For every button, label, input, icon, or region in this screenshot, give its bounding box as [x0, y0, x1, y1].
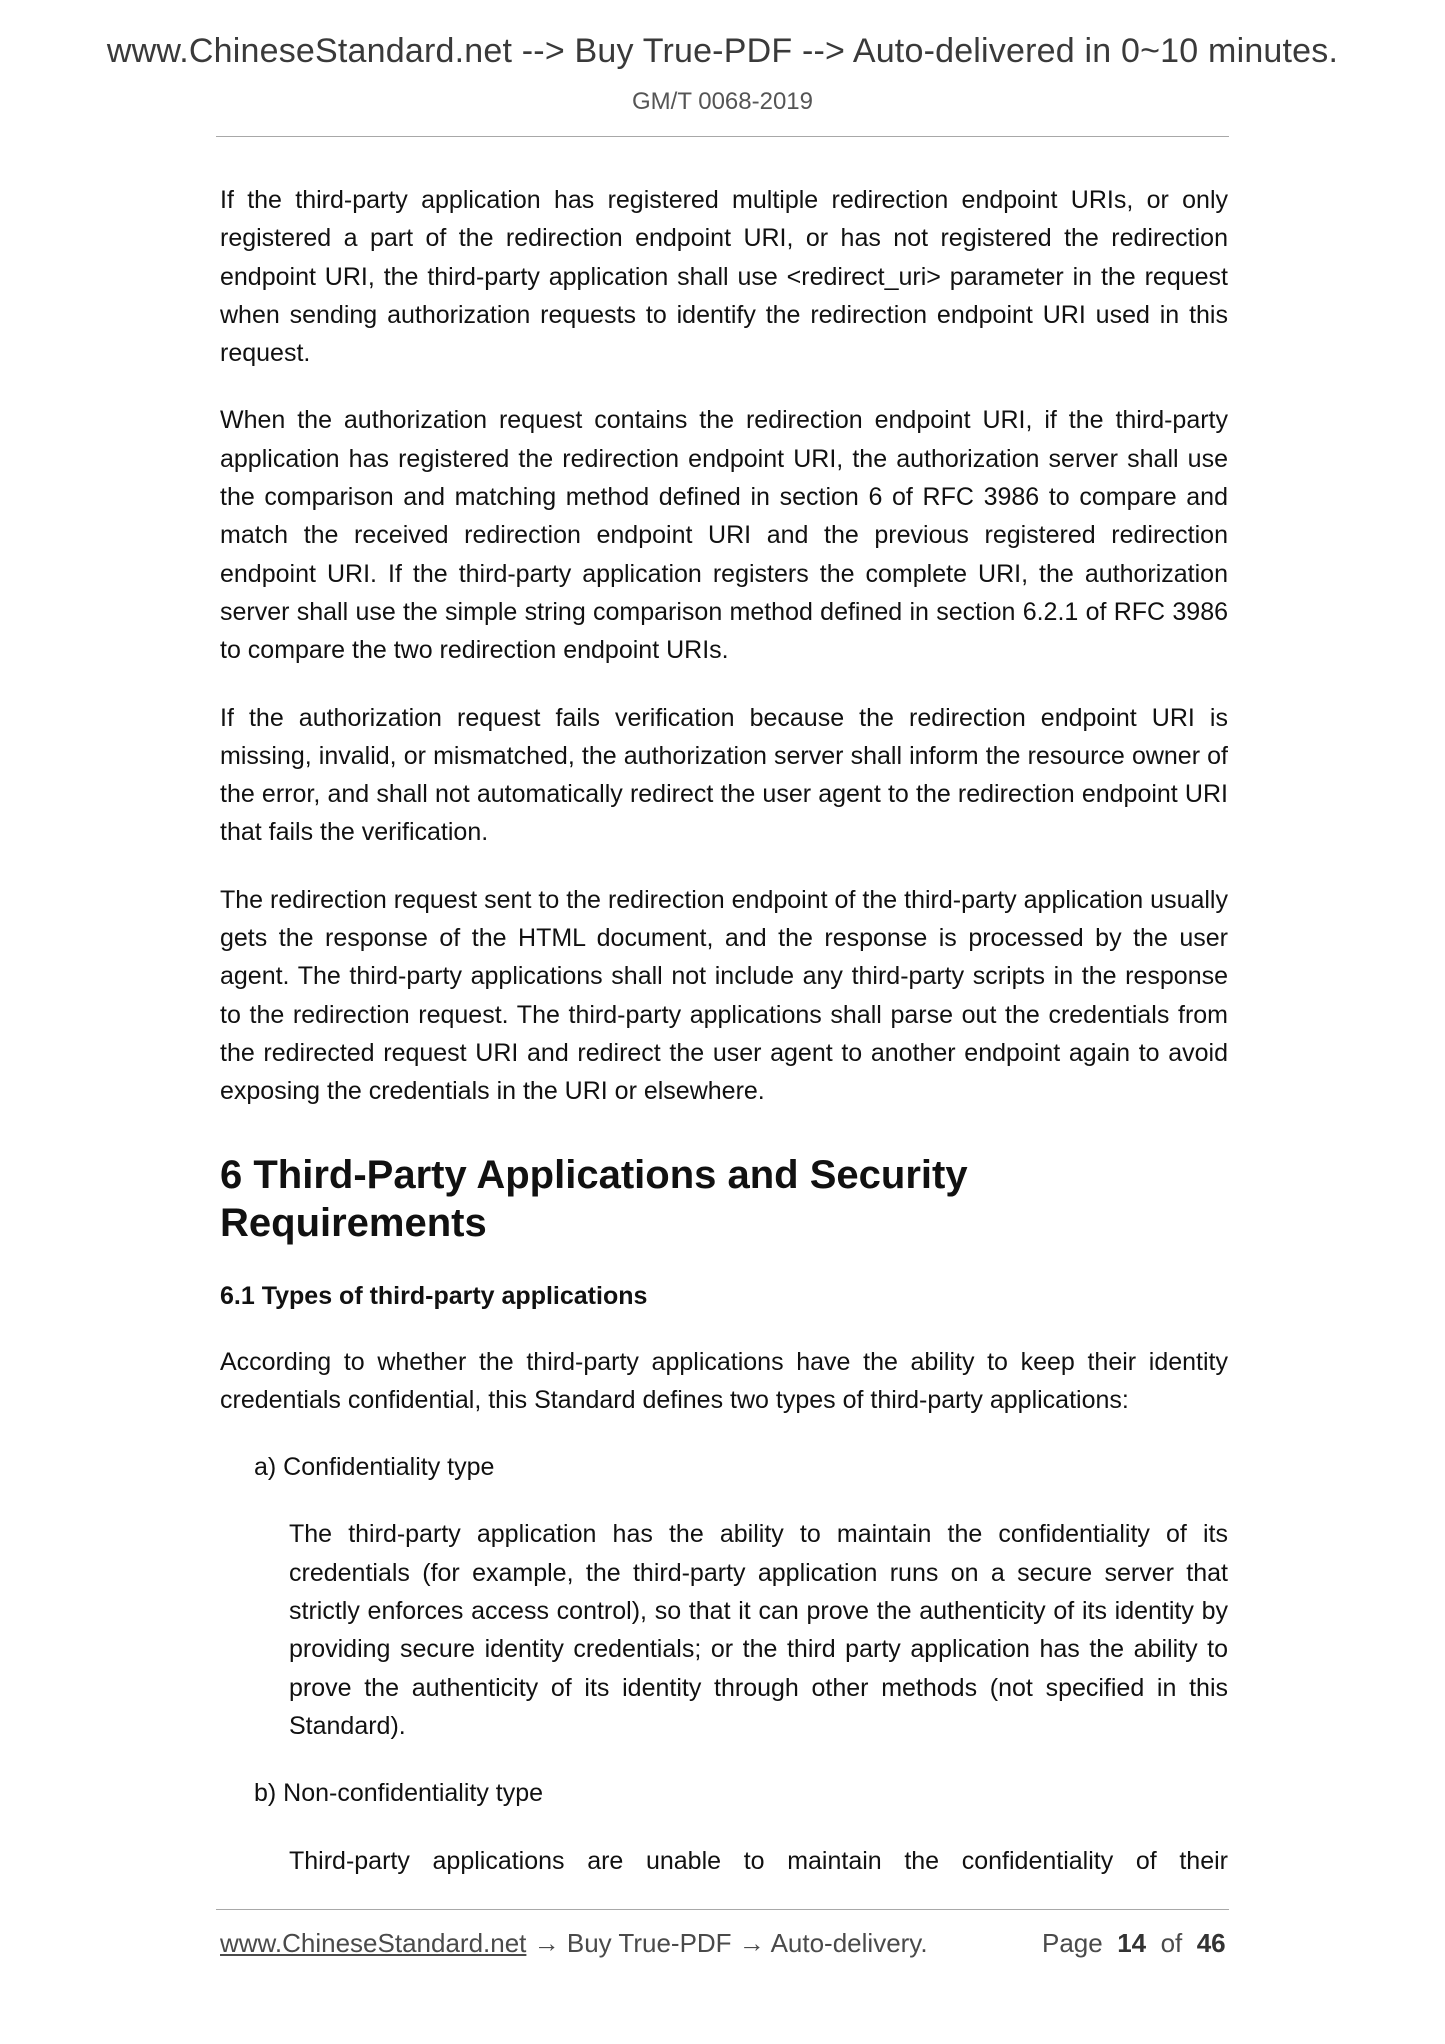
list-item-label: a) Confidentiality type [254, 1453, 495, 1482]
footer-divider [216, 1909, 1229, 1910]
site-banner: www.ChineseStandard.net --> Buy True-PDF --> Auto-delivered in 0~10 minutes. [106, 32, 1339, 70]
page-total: 46 [1196, 1928, 1226, 1958]
list-item-text: The third-party application has the ability to maintain the confidentiality of its credentials (for example, the third-party application runs on a secure server that strictly enforces access control), so that it can prove the authenticity of its identity by providing secure identity credentials; or the third party application has the ability to prove the authenticity of its identity through other methods (not specified in this Standard). [289, 1520, 1228, 1740]
body-paragraph: If the authorization request fails verification because the redirection endpoint URI is missing, invalid, or mismatched, the authorization server shall inform the resource owner of the error, and shall not automatically redirect the user agent to the redirection endpoint URI that fails the verification. [220, 703, 1228, 847]
header-divider [216, 136, 1229, 137]
body-paragraph: If the third-party application has registered multiple redirection endpoint URIs, or only registered a part of the redirection endpoint URI, or has not registered the redirection endpoint URI, the third-party application shall use <redirect_uri> parameter in the request when sending authorization requests to identify the redirection endpoint URI used in this request. [220, 186, 1228, 368]
page-content [220, 181, 1228, 1880]
subsection-heading: 6.1 Types of third-party applications [220, 1281, 648, 1310]
body-paragraph: The redirection request sent to the redirection endpoint of the third-party application usually gets the response of the HTML document, and the response is processed by the user agent. The third-party applications shall not include any third-party scripts in the response to the redirection request. The third-party applications shall parse out the credentials from the redirected request URI and redirect the user agent to another endpoint again to avoid exposing the credentials in the URI or elsewhere. [220, 885, 1228, 1106]
document-code: GM/T 0068-2019 [632, 88, 813, 115]
intro-paragraph: According to whether the third-party applications have the ability to keep their identity credentials confidential, this Standard defines two types of third-party applications: [220, 1347, 1228, 1414]
page-label: Page [1042, 1928, 1103, 1958]
page-of-label: of [1160, 1928, 1183, 1958]
body-paragraph: When the authorization request contains the redirection endpoint URI, if the third-party application has registered the redirection endpoint URI, the authorization server shall use the comparison and matching method defined in section 6 of RFC 3986 to compare and match the received redirection endpoint URI and the previous registered redirection endpoint URI. If the third-party application registers the complete URI, the authorization server shall use the simple string comparison method defined in section 6.2.1 of RFC 3986 to compare the two redirection endpoint URIs. [220, 406, 1228, 665]
list-item-label: b) Non-confidentiality type [254, 1779, 544, 1808]
list-item-text: Third-party applications are unable to maintain the confidentiality of their [289, 1846, 1228, 1875]
page-footer [220, 1928, 1230, 1959]
footer-site-link[interactable]: www.ChineseStandard.net [220, 1928, 527, 1958]
page-indicator [1042, 1928, 1226, 1959]
section-heading: 6 Third-Party Applications and Security Requirements [220, 1152, 968, 1245]
page-current: 14 [1117, 1928, 1147, 1958]
footer-trail-text: → Buy True-PDF → Auto-delivery. [526, 1928, 928, 1958]
